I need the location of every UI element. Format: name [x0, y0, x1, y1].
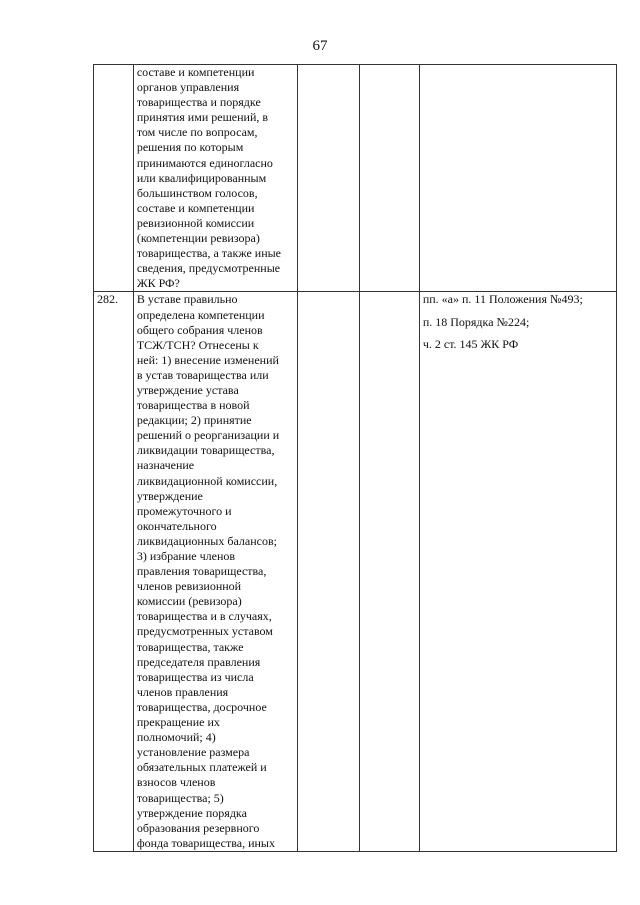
table-row	[94, 65, 617, 292]
reference-cell	[419, 65, 616, 292]
question-line: ЖК РФ?	[136, 276, 180, 291]
question-line: ликвидационных балансов;	[136, 533, 277, 548]
question-line: ней: 1) внесение изменений	[136, 352, 279, 367]
question-line: назначение	[136, 458, 195, 473]
question-line: товарищества, также	[136, 639, 244, 654]
question-line: ревизионной комиссии	[136, 215, 255, 230]
question-line: председателя правления	[136, 654, 261, 669]
question-line: (компетенции ревизора)	[136, 231, 260, 246]
question-line: органов управления	[136, 80, 240, 95]
reference-cell	[419, 292, 616, 851]
question-line: обязательных платежей и	[136, 760, 267, 775]
question-line: решения по которым	[136, 140, 244, 155]
question-line: составе и компетенции	[136, 65, 255, 79]
question-cell	[133, 292, 297, 851]
question-line: большинством голосов,	[136, 185, 258, 200]
question-line: принятия ими решений, в	[136, 110, 269, 125]
question-text	[137, 292, 294, 850]
question-line: комиссии (ревизора)	[136, 594, 242, 609]
table-row	[94, 292, 617, 851]
yes-cell	[298, 65, 359, 292]
question-line: товарищества и в случаях,	[136, 609, 272, 624]
question-line: товарищества, а также иные	[136, 246, 282, 261]
no-cell	[359, 292, 419, 851]
question-line: утверждение	[136, 488, 203, 503]
question-line: взносов членов	[136, 775, 216, 790]
question-line: или квалифицированным	[136, 170, 267, 185]
question-line: членов ревизионной	[136, 579, 242, 594]
question-line: редакции; 2) принятие	[136, 413, 252, 428]
page-number: 67	[312, 38, 328, 54]
question-line: товарищества; 5)	[136, 790, 224, 805]
question-line: том числе по вопросам,	[136, 125, 258, 140]
question-cell	[133, 65, 297, 292]
row-number-cell: 282.	[94, 292, 134, 851]
question-line: правления товарищества,	[136, 564, 267, 579]
legal-reference: ч. 2 ст. 145 ЖК РФ	[422, 336, 519, 351]
question-line: установление размера	[136, 745, 250, 760]
question-line: полномочий; 4)	[136, 730, 216, 745]
question-line: В уставе правильно	[136, 292, 238, 307]
question-line: ТСЖ/ТСН? Отнесены к	[136, 337, 259, 352]
legal-reference: п. 18 Порядка №224;	[422, 314, 530, 329]
question-line: окончательного	[136, 518, 217, 533]
checklist-table	[93, 64, 617, 852]
question-line: прекращение их	[136, 715, 220, 730]
question-line: ликвидации товарищества,	[136, 443, 275, 458]
question-line: товарищества и порядке	[136, 95, 261, 110]
question-line: сведения, предусмотренные	[136, 261, 281, 276]
question-line: промежуточного и	[136, 503, 232, 518]
legal-reference: пп. «а» п. 11 Положения №493;	[422, 292, 583, 307]
question-text	[137, 65, 294, 291]
question-line: образования резервного	[136, 820, 260, 835]
question-line: ликвидационной комиссии,	[136, 473, 278, 488]
question-line: составе и компетенции	[136, 200, 255, 215]
question-line: определена компетенции	[136, 307, 265, 322]
question-line: общего собрания членов	[136, 322, 263, 337]
question-line: решений о реорганизации и	[136, 428, 280, 443]
no-cell	[359, 65, 419, 292]
question-line: утверждение порядка	[136, 805, 247, 820]
question-line: фонда товарищества, иных	[136, 835, 275, 850]
question-line: предусмотренных уставом	[136, 624, 273, 639]
question-line: членов правления	[136, 684, 229, 699]
question-line: принимаются единогласно	[136, 155, 273, 170]
question-line: 3) избрание членов	[136, 549, 236, 563]
question-line: товарищества, досрочное	[136, 699, 267, 714]
question-line: товарищества из числа	[136, 669, 254, 684]
question-line: товарищества в новой	[136, 398, 250, 413]
yes-cell	[298, 292, 359, 851]
row-number-cell	[94, 65, 134, 292]
question-line: в устав товарищества или	[136, 367, 269, 382]
question-line: утверждение устава	[136, 382, 239, 397]
